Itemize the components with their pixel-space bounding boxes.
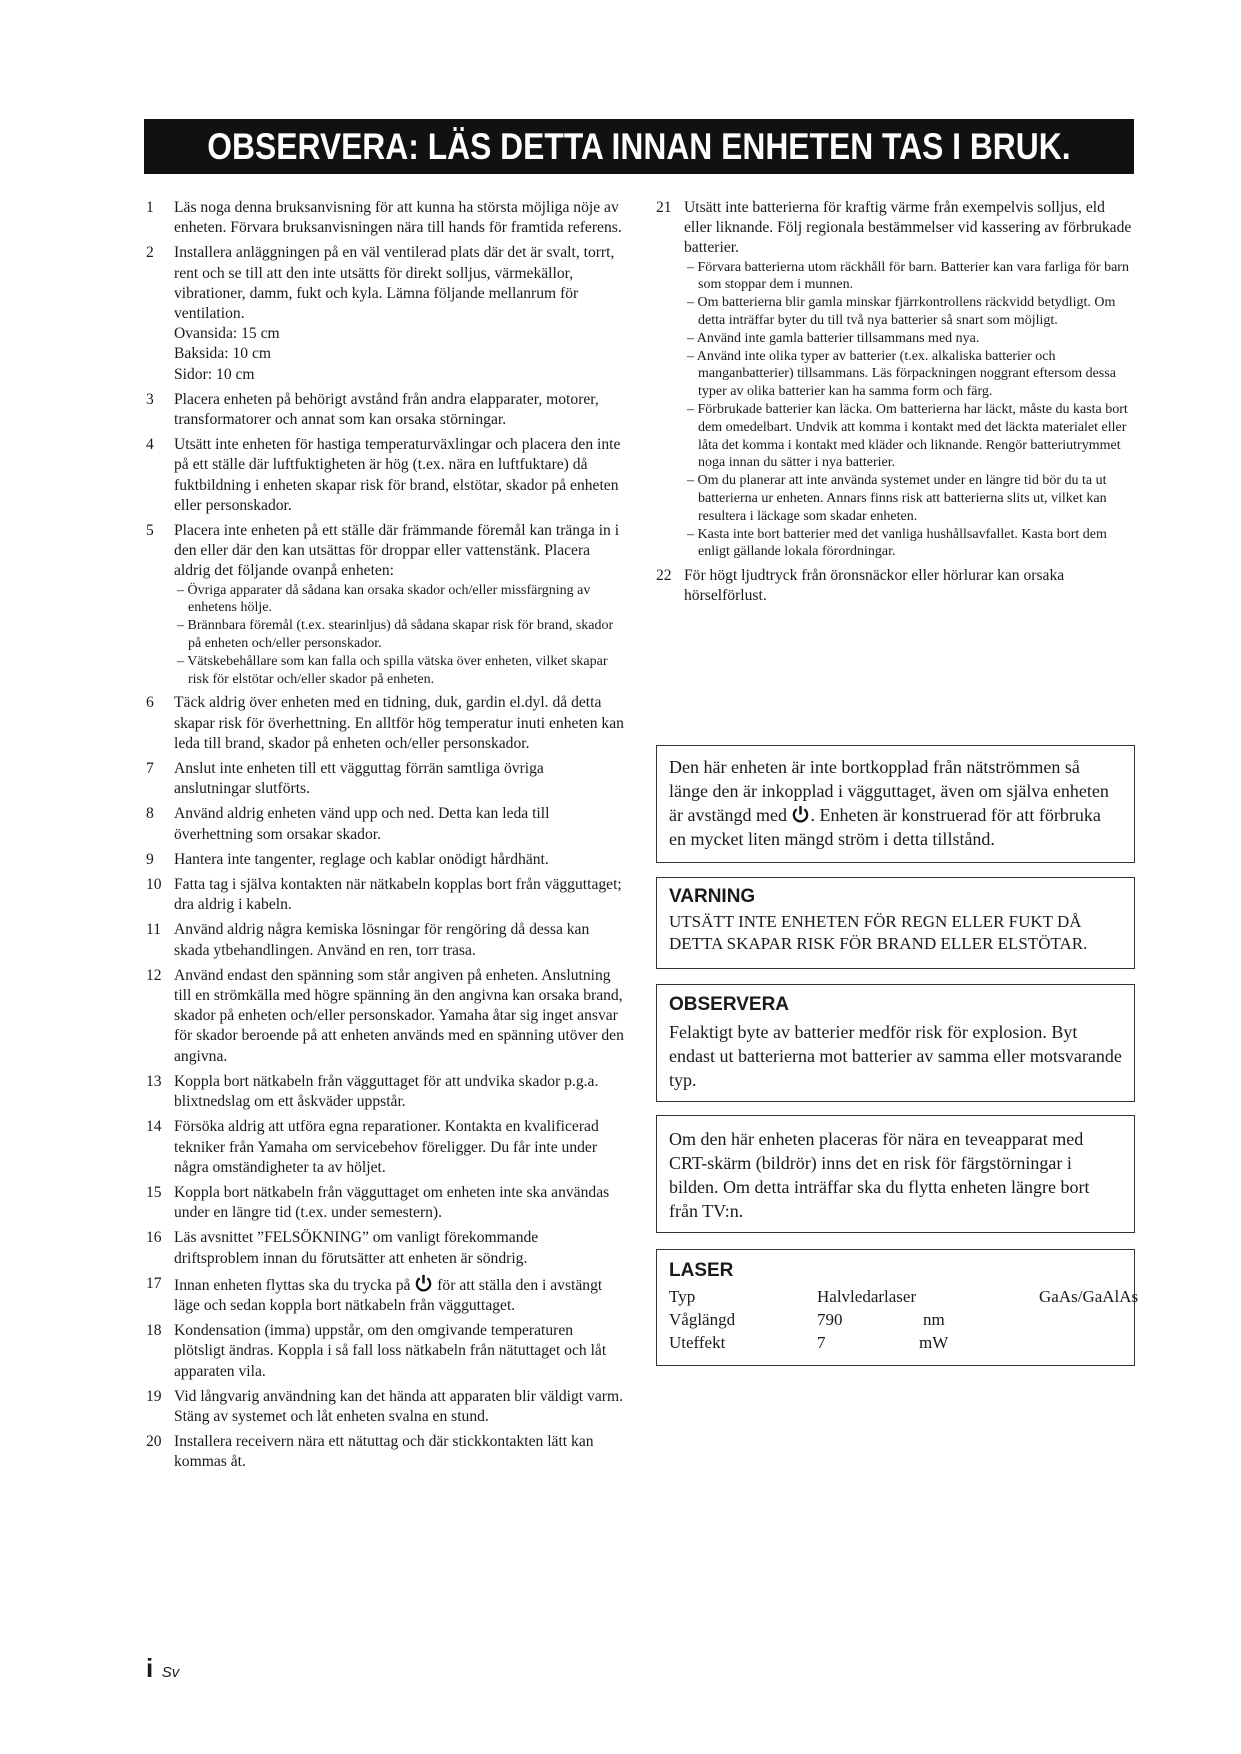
power-icon xyxy=(791,805,810,824)
caution-text: Felaktigt byte av batterier medför risk för explosion. Byt endast ut batterierna mot batterier av samma eller motsvarande typ. xyxy=(669,1022,1122,1090)
list-item-18 xyxy=(146,1321,624,1382)
item-number: 14 xyxy=(146,1118,162,1136)
list-item-13 xyxy=(146,1072,624,1112)
laser-row-output xyxy=(669,1331,1122,1354)
laser-row-type xyxy=(669,1285,1139,1308)
item-number: 17 xyxy=(146,1274,162,1292)
item-number: 4 xyxy=(146,436,154,454)
item-number: 12 xyxy=(146,966,162,984)
item-number: 21 xyxy=(656,199,672,216)
laser-heading: LASER xyxy=(669,1260,734,1281)
caution-heading: OBSERVERA xyxy=(669,994,790,1015)
page-title-banner xyxy=(144,119,1134,174)
left-column xyxy=(146,198,624,1478)
item-text: Läs noga denna bruksanvisning för att kunna ha största möjliga nöje av enheten. Förvara bruksanvisningen nära till hands för framtida referens. xyxy=(174,199,622,237)
laser-unit: mW xyxy=(919,1333,949,1352)
spacing-sides: Sidor: 10 cm xyxy=(174,365,255,383)
standby-text-b: . Enheten är konstruerad för att förbruka en mycket liten mängd ström i detta tillstånd. xyxy=(669,805,1101,849)
right-column xyxy=(656,198,1134,612)
item-text: Koppla bort nätkabeln från vägguttaget för att undvika skador p.g.a. blixtnedslag om ett åskväder uppstår. xyxy=(174,1072,599,1111)
item-number: 2 xyxy=(146,244,154,262)
warning-text: UTSÄTT INTE ENHETEN FÖR REGN ELLER FUKT DÅ DETTA SKAPAR RISK FÖR BRAND ELLER ELSTÖTAR. xyxy=(669,912,1088,953)
list-item-17 xyxy=(146,1274,624,1316)
sub-item: – Förbrukade batterier kan läcka. Om batterierna har läckt, måste du kasta bort dem omedelbart. Undvik att komma i kontakt med det läckta materialet eller låta det komma i kontakt med kläder och liknande. Rengör batteriutrymmet noga innan du sätter i nya batterier. xyxy=(687,401,1128,471)
item-text: Använd aldrig enheten vänd upp och ned. Detta kan leda till överhettning som orsakar skador. xyxy=(174,805,550,843)
item-number: 9 xyxy=(146,850,154,868)
list-item-14 xyxy=(146,1117,624,1178)
laser-unit: GaAs/GaAlAs xyxy=(1039,1287,1139,1306)
laser-value: Halvledarlaser xyxy=(817,1287,917,1306)
list-item-20 xyxy=(146,1432,624,1472)
item-number: 11 xyxy=(146,921,162,939)
item-text: Använd endast den spänning som står angiven på enheten. Anslutning till en strömkälla med högre spänning än den angivna kan orsaka brand, skador på enheten och/eller personskador. Yamaha åtar sig inget ansvar för skador beroende på att enheten används med en spänning utöver den angivna. xyxy=(174,966,624,1065)
item-number: 1 xyxy=(146,199,154,216)
item-text: Använd aldrig några kemiska lösningar för rengöring då dessa kan skada ytbehandlingen. Använd en ren, torr trasa. xyxy=(174,921,590,959)
list-item-8 xyxy=(146,804,624,844)
power-icon xyxy=(414,1274,433,1293)
item-number: 16 xyxy=(146,1229,162,1247)
item-text: Installera anläggningen på en väl ventilerad plats där det är svalt, torrt, rent och se till att den inte utsätts för direkt solljus, värmekällor, vibrationer, damm, fukt och kyla. Lämna följande mellanrum för ventilation. xyxy=(174,244,615,323)
language-code: Sv xyxy=(161,1664,180,1681)
list-item-2 xyxy=(146,243,624,384)
item-number: 18 xyxy=(146,1322,162,1340)
item-number: 5 xyxy=(146,522,154,540)
list-item-15 xyxy=(146,1183,624,1223)
list-item-6 xyxy=(146,693,624,754)
list-item-21 xyxy=(656,198,1134,561)
tv-interference-box xyxy=(656,1115,1135,1233)
item-text: Täck aldrig över enheten med en tidning, duk, gardin el.dyl. då detta skapar risk för överhettning. En alltför hög temperatur inuti enheten kan leda till brand, skador på enheten och/eller personskador. xyxy=(174,694,624,752)
item-text: För högt ljudtryck från öronsnäckor eller hörlurar kan orsaka hörselförlust. xyxy=(684,567,1065,605)
spacing-back: Baksida: 10 cm xyxy=(174,345,272,363)
list-item-4 xyxy=(146,435,624,516)
sub-item: – Övriga apparater då sådana kan orsaka skador och/eller missfärgning av enhetens hölje. xyxy=(177,582,591,616)
laser-value: 7 xyxy=(817,1333,826,1352)
item-text: Utsätt inte batterierna för kraftig värme från exempelvis solljus, eld eller liknande. Följ regionala bestämmelser vid kassering av förbrukade batterier. xyxy=(684,199,1132,257)
list-item-10 xyxy=(146,875,624,915)
laser-box xyxy=(656,1249,1139,1366)
item-number: 10 xyxy=(146,876,162,894)
list-item-5 xyxy=(146,521,624,688)
caution-box xyxy=(656,984,1135,1102)
item-number: 7 xyxy=(146,760,154,778)
list-item-7 xyxy=(146,759,624,799)
item-number: 8 xyxy=(146,805,154,823)
warning-box xyxy=(656,877,1135,969)
sub-item: – Brännbara föremål (t.ex. stearinljus) då sådana skapar risk för brand, skador på enheten och/eller personskador. xyxy=(177,618,614,652)
list-item-22 xyxy=(656,566,1134,606)
item-text: Anslut inte enheten till ett vägguttag förrän samtliga övriga anslutningar slutförts. xyxy=(174,760,544,798)
list-item-19 xyxy=(146,1387,624,1427)
standby-notice-box xyxy=(656,745,1135,863)
list-item-11 xyxy=(146,920,624,960)
laser-row-wavelength xyxy=(669,1308,1122,1331)
sub-item: – Använd inte gamla batterier tillsammans med nya. xyxy=(687,330,980,346)
item-number: 19 xyxy=(146,1387,162,1405)
item-text: Läs avsnittet ”FELSÖKNING” om vanligt förekommande driftsproblem innan du förutsätter att enheten är söndrig. xyxy=(174,1229,539,1267)
item-text-b: för att ställa den i avstängt läge och sedan koppla bort nätkabeln från vägguttaget. xyxy=(174,1276,603,1314)
item-text-a: Innan enheten flyttas ska du trycka på xyxy=(174,1276,411,1294)
laser-label: Typ xyxy=(669,1287,696,1306)
laser-label: Våglängd xyxy=(669,1310,736,1329)
item-text: Vid långvarig användning kan det hända att apparaten blir väldigt varm. Stäng av systemet och låt enheten svalna en stund. xyxy=(174,1387,623,1425)
item-number: 6 xyxy=(146,694,154,712)
sub-item: – Använd inte olika typer av batterier (t.ex. alkaliska batterier och manganbatterier) tillsammans. Läs förpackningen noggrant eftersom dessa typer av olika batterier kan ha samma form och färg. xyxy=(687,348,1116,400)
page-title: OBSERVERA: LÄS DETTA INNAN ENHETEN TAS I BRUK. xyxy=(207,125,1071,167)
item-number: 13 xyxy=(146,1072,162,1090)
page-number: i xyxy=(146,1653,154,1683)
page-footer xyxy=(146,1653,179,1684)
list-item-9 xyxy=(146,850,624,870)
warning-heading: VARNING xyxy=(669,886,756,907)
sub-item: – Förvara batterierna utom räckhåll för barn. Batterier kan vara farliga för barn som stoppar dem i munnen. xyxy=(687,259,1129,293)
item-number: 3 xyxy=(146,390,154,408)
item-text xyxy=(174,1274,624,1316)
item-text: Försöka aldrig att utföra egna reparationer. Kontakta en kvalificerad tekniker från Yamaha om servicebehov föreligger. Du får inte under några omständigheter ta av höljet. xyxy=(174,1118,599,1176)
item-text: Installera receivern nära ett nätuttag och där stickkontakten lätt kan kommas åt. xyxy=(174,1433,594,1471)
laser-unit: nm xyxy=(923,1310,945,1329)
item-text: Placera enheten på behörigt avstånd från andra elapparater, motorer, transformatorer och annat som kan orsaka störningar. xyxy=(174,390,599,429)
sub-item: – Om du planerar att inte använda systemet under en längre tid bör du ta ut batterierna ur enheten. Annars finns risk att batterierna slits ut, vilket kan resultera i läckage som skadar enheten. xyxy=(687,473,1107,524)
list-item-3 xyxy=(146,390,624,430)
item-text: Koppla bort nätkabeln från vägguttaget om enheten inte ska användas under en längre tid (t.ex. under semestern). xyxy=(174,1183,610,1222)
item-text: Hantera inte tangenter, reglage och kablar onödigt hårdhänt. xyxy=(174,850,549,868)
sub-item: – Vätskebehållare som kan falla och spilla vätska över enheten, vilket skapar risk för elstötar och/eller skador på enheten. xyxy=(177,653,608,687)
item-text: Fatta tag i själva kontakten när nätkabeln kopplas bort från vägguttaget; dra aldrig i kabeln. xyxy=(174,876,622,914)
item-number: 20 xyxy=(146,1433,162,1451)
list-item-1 xyxy=(146,198,624,238)
tv-interference-text: Om den här enheten placeras för nära en teveapparat med CRT-skärm (bildrör) inns det en risk för färgstörningar i bilden. Om detta inträffar ska du flytta enheten längre bort från TV:n. xyxy=(669,1129,1090,1221)
item-text: Utsätt inte enheten för hastiga temperaturväxlingar och placera den inte på ett ställe där luftfuktigheten är hög (t.ex. nära en luftfuktare) då fuktbildning i enheten skapar risk för brand, elstötar, skador på enheten eller personskador. xyxy=(174,436,621,514)
list-item-12 xyxy=(146,966,624,1067)
laser-label: Uteffekt xyxy=(669,1333,726,1352)
standby-text-a: Den här enheten är inte bortkopplad från nätströmmen så länge den är inkopplad i vägguttaget, även om själva enheten är avstängd med xyxy=(669,757,1109,825)
item-text: Placera inte enheten på ett ställe där främmande föremål kan tränga in i den eller där den kan utsättas för droppar eller vattenstänk. Placera aldrig det följande ovanpå enheten: xyxy=(174,522,620,580)
item-number: 15 xyxy=(146,1183,162,1201)
sub-item: – Om batterierna blir gamla minskar fjärrkontrollens räckvidd betydligt. Om detta inträffar byter du till två nya batterier så snart som möjligt. xyxy=(687,295,1116,328)
item-number: 22 xyxy=(656,567,672,585)
laser-value: 790 xyxy=(817,1310,843,1329)
list-item-16 xyxy=(146,1228,624,1268)
sub-item: – Kasta inte bort batterier med det vanliga hushållsavfallet. Kasta bort dem enligt gällande lokala förordningar. xyxy=(687,526,1107,560)
spacing-top: Ovansida: 15 cm xyxy=(174,325,280,343)
item-text: Kondensation (imma) uppstår, om den omgivande temperaturen plötsligt ändras. Koppla i så fall loss nätkabeln från nätuttaget och låt apparaten vila. xyxy=(174,1322,607,1380)
